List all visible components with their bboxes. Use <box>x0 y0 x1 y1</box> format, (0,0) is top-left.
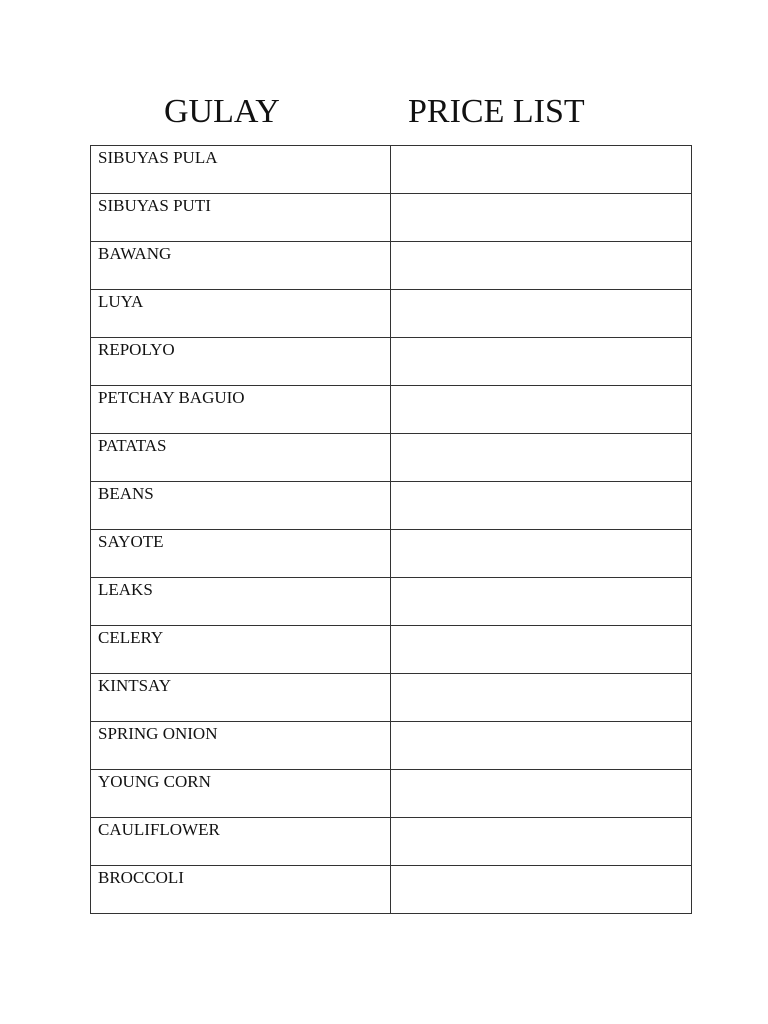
item-name: SIBUYAS PUTI <box>98 196 211 215</box>
table-row <box>91 530 692 578</box>
item-name-cell <box>91 482 391 530</box>
item-name: PETCHAY BAGUIO <box>98 388 245 407</box>
price-cell[interactable] <box>391 482 692 530</box>
item-name-cell <box>91 290 391 338</box>
item-name-cell <box>91 866 391 914</box>
item-name-cell <box>91 530 391 578</box>
table-row <box>91 290 692 338</box>
item-name: BAWANG <box>98 244 172 263</box>
item-name: CELERY <box>98 628 164 647</box>
item-name: BROCCOLI <box>98 868 184 887</box>
price-cell[interactable] <box>391 674 692 722</box>
table-row <box>91 482 692 530</box>
item-name-cell <box>91 194 391 242</box>
page-title-gulay: GULAY <box>164 93 280 130</box>
table-row <box>91 722 692 770</box>
item-name: PATATAS <box>98 436 167 455</box>
item-name-cell <box>91 146 391 194</box>
item-name-cell <box>91 338 391 386</box>
item-name-cell <box>91 386 391 434</box>
price-cell[interactable] <box>391 290 692 338</box>
item-name-cell <box>91 818 391 866</box>
table-row <box>91 194 692 242</box>
table-row <box>91 434 692 482</box>
item-name-cell <box>91 722 391 770</box>
price-list-body <box>91 146 692 914</box>
price-cell[interactable] <box>391 386 692 434</box>
table-row <box>91 578 692 626</box>
price-cell[interactable] <box>391 530 692 578</box>
price-cell[interactable] <box>391 434 692 482</box>
price-cell[interactable] <box>391 770 692 818</box>
item-name: CAULIFLOWER <box>98 820 220 839</box>
item-name-cell <box>91 434 391 482</box>
table-row <box>91 770 692 818</box>
price-cell[interactable] <box>391 818 692 866</box>
item-name: REPOLYO <box>98 340 175 359</box>
table-row <box>91 242 692 290</box>
price-cell[interactable] <box>391 578 692 626</box>
price-cell[interactable] <box>391 146 692 194</box>
price-cell[interactable] <box>391 194 692 242</box>
page-title-price-list: PRICE LIST <box>408 93 585 130</box>
price-cell[interactable] <box>391 626 692 674</box>
item-name: SPRING ONION <box>98 724 218 743</box>
price-cell[interactable] <box>391 722 692 770</box>
price-cell[interactable] <box>391 866 692 914</box>
item-name: SAYOTE <box>98 532 164 551</box>
table-row <box>91 866 692 914</box>
table-row <box>91 338 692 386</box>
table-row <box>91 386 692 434</box>
item-name: LEAKS <box>98 580 153 599</box>
price-cell[interactable] <box>391 242 692 290</box>
item-name-cell <box>91 674 391 722</box>
item-name-cell <box>91 770 391 818</box>
table-row <box>91 674 692 722</box>
table-row <box>91 146 692 194</box>
item-name: LUYA <box>98 292 144 311</box>
item-name-cell <box>91 242 391 290</box>
item-name-cell <box>91 578 391 626</box>
item-name-cell <box>91 626 391 674</box>
item-name: SIBUYAS PULA <box>98 148 218 167</box>
table-row <box>91 818 692 866</box>
table-row <box>91 626 692 674</box>
price-list-table <box>90 145 692 914</box>
item-name: BEANS <box>98 484 154 503</box>
item-name: YOUNG CORN <box>98 772 211 791</box>
price-cell[interactable] <box>391 338 692 386</box>
item-name: KINTSAY <box>98 676 172 695</box>
